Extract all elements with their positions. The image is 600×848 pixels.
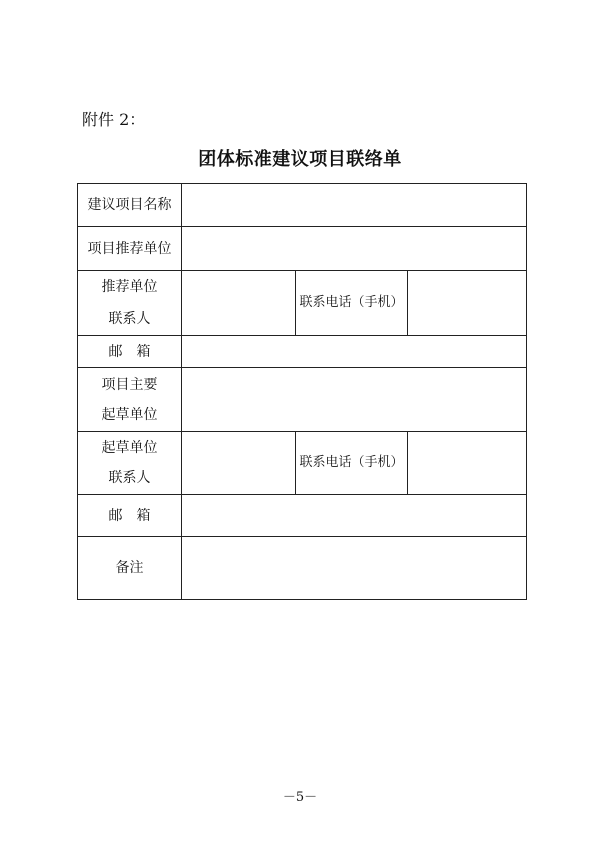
label-remarks: 备注 bbox=[78, 537, 182, 600]
row-drafting-unit bbox=[78, 368, 527, 432]
label-line: 项目主要 bbox=[101, 376, 158, 393]
row-project-name bbox=[78, 184, 527, 227]
row-remarks bbox=[78, 537, 527, 600]
label-recommending-email: 邮 箱 bbox=[78, 336, 182, 368]
label-drafting-phone: 联系电话（手机） bbox=[296, 432, 408, 495]
row-recommending-unit bbox=[78, 227, 527, 271]
label-recommending-unit: 项目推荐单位 bbox=[78, 227, 182, 271]
row-recommending-email bbox=[78, 336, 527, 368]
label-recommending-phone: 联系电话（手机） bbox=[296, 271, 408, 336]
label-line: 推荐单位 bbox=[101, 279, 158, 295]
form-title: 团体标准建议项目联络单 bbox=[198, 149, 402, 170]
value-recommending-phone bbox=[408, 271, 527, 336]
attachment-label: 附件 2： bbox=[82, 110, 146, 129]
value-drafting-phone bbox=[408, 432, 527, 495]
label-drafting-unit bbox=[78, 368, 182, 432]
label-drafting-contact bbox=[78, 432, 182, 495]
label-line: 起草单位 bbox=[101, 440, 158, 456]
label-recommending-contact bbox=[78, 271, 182, 336]
row-drafting-contact bbox=[78, 432, 527, 495]
label-line: 联系人 bbox=[108, 311, 151, 327]
row-drafting-email bbox=[78, 495, 527, 537]
label-drafting-email: 邮 箱 bbox=[78, 495, 182, 537]
value-recommending-unit bbox=[182, 227, 527, 271]
label-project-name: 建议项目名称 bbox=[78, 184, 182, 227]
value-recommending-email bbox=[182, 336, 527, 368]
contact-form-table bbox=[77, 183, 527, 600]
value-project-name bbox=[182, 184, 527, 227]
value-recommending-contact bbox=[182, 271, 296, 336]
value-drafting-contact bbox=[182, 432, 296, 495]
value-drafting-email bbox=[182, 495, 527, 537]
value-drafting-unit bbox=[182, 368, 527, 432]
label-line: 联系人 bbox=[108, 470, 151, 486]
value-remarks bbox=[182, 537, 527, 600]
label-line: 起草单位 bbox=[101, 406, 158, 423]
page-number: －5－ bbox=[282, 790, 318, 805]
row-recommending-contact bbox=[78, 271, 527, 336]
